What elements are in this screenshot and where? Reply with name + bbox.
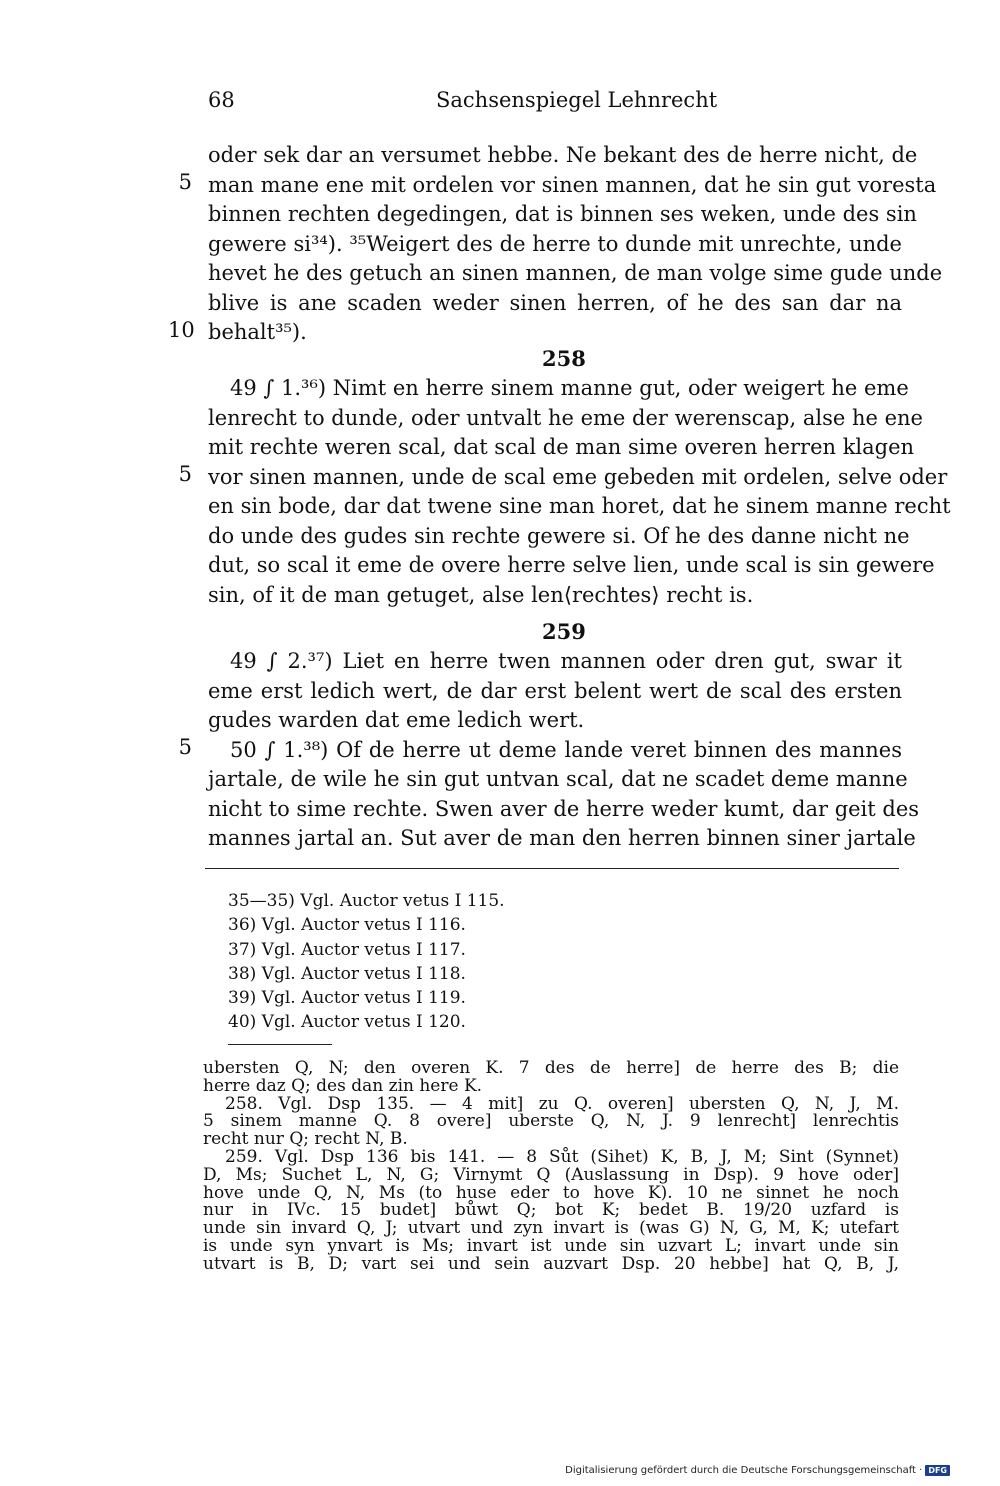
text-line: nicht to sime rechte. Swen aver de herre weder kumt, dar geit des: [208, 796, 920, 821]
text-line: blive is ane scaden weder sinen herren, of he des san dar na: [208, 290, 902, 315]
text-line: man mane ene mit ordelen vor sinen mannen, dat he sin gut voresta: [208, 172, 937, 197]
text-line: do unde des gudes sin rechte gewere si. Of he des danne nicht ne: [208, 523, 910, 548]
text-line: en sin bode, dar dat twene sine man horet, dat he sinem manne recht: [208, 494, 951, 518]
apparatus-line: ubersten Q, N; den overen K. 7 des de herre] de herre des B; die: [203, 1058, 899, 1078]
digitization-credit: [565, 1465, 950, 1476]
apparatus-line: 5 sinem manne Q. 8 overe] uberste Q, N, J. 9 lenrecht] lenrechtis: [203, 1111, 899, 1132]
text-line: gewere si³⁴). ³⁵Weigert des de herre to dunde mit unrechte, unde: [208, 231, 902, 256]
text-line: behalt³⁵).: [208, 320, 307, 344]
text-line: binnen rechten degedingen, dat is binnen ses weken, unde des sin: [208, 202, 917, 226]
line-number: 5: [178, 462, 192, 486]
running-title: Sachsenspiegel Lehnrecht: [436, 88, 718, 112]
text-line: vor sinen mannen, unde de scal eme gebeden mit ordelen, selve oder: [208, 464, 948, 489]
footnote: 36) Vgl. Auctor vetus I 116.: [228, 915, 466, 936]
footnote: 35—35) Vgl. Auctor vetus I 115.: [228, 891, 505, 911]
apparatus-divider: [228, 1044, 332, 1045]
apparatus-line: hove unde Q, N, Ms (to huse eder to hove K). 10 ne sinnet he noch: [203, 1182, 899, 1203]
line-number: 10: [168, 318, 195, 342]
line-number: 5: [178, 735, 192, 759]
footnote: 38) Vgl. Auctor vetus I 118.: [228, 963, 466, 984]
apparatus-line: unde sin invard Q, J; utvart und zyn invart is (was G) N, G, M, K; utefart: [203, 1218, 899, 1239]
section-258-text: [208, 374, 951, 610]
text-line: 50 ∫ 1.³⁸) Of de herre ut deme lande veret binnen des mannes: [230, 737, 902, 762]
text-line: mannes jartal an. Sut aver de man den herren binnen siner jartale: [208, 826, 916, 850]
text-line: gudes warden dat eme ledich wert.: [208, 708, 585, 732]
text-line: 49 ∫ 2.³⁷) Liet en herre twen mannen oder dren gut, swar it: [230, 649, 902, 673]
dfg-logo-icon: DFG: [925, 1465, 950, 1476]
apparatus-line: is unde syn ynvart is Ms; invart ist unde sin uzvart L; invart unde sin: [203, 1235, 899, 1256]
apparatus-line: D, Ms; Suchet L, N, G; Virnymt Q (Auslassung in Dsp). 9 hove oder]: [203, 1164, 899, 1185]
text-line: jartale, de wile he sin gut untvan scal, dat ne scadet deme manne: [208, 767, 908, 791]
apparatus-line: nur in IVc. 15 budet] bůwt Q; bot K; bedet B. 19/20 uzfard is: [203, 1200, 899, 1221]
text-line: mit rechte weren scal, dat scal de man sime overen herren klagen: [208, 435, 915, 459]
text-line: dut, so scal it eme de overe herre selve lien, unde scal is sin gewere: [208, 553, 935, 577]
footnote: 37) Vgl. Auctor vetus I 117.: [228, 939, 466, 960]
apparatus-line: 259. Vgl. Dsp 136 bis 141. — 8 Sůt (Sihet) K, B, J, M; Sint (Synnet): [225, 1146, 899, 1167]
text-line: sin, of it de man getuget, alse len⟨rechtes⟩ recht is.: [208, 582, 754, 607]
line-number: 5: [178, 170, 192, 194]
apparatus-line: utvart is B, D; vart sei und sein auzvart Dsp. 20 hebbe] hat Q, B, J,: [203, 1253, 899, 1274]
page-number: 68: [208, 88, 235, 112]
apparatus-line: 258. Vgl. Dsp 135. — 4 mit] zu Q. overen] ubersten Q, N, J, M.: [225, 1093, 899, 1114]
text-line: 49 ∫ 1.³⁶) Nimt en herre sinem manne gut, oder weigert he eme: [230, 376, 909, 400]
footnote: 39) Vgl. Auctor vetus I 119.: [228, 988, 466, 1009]
text-line: lenrecht to dunde, oder untvalt he eme der werenscap, alse he ene: [208, 405, 923, 430]
footnote-divider: [205, 868, 899, 869]
section-number-259: 259: [542, 619, 586, 644]
apparatus-line: recht nur Q; recht N, B.: [203, 1129, 408, 1150]
main-text-block-1: [208, 141, 943, 348]
section-259-text: [208, 647, 920, 854]
critical-apparatus: [203, 1060, 899, 1274]
footnote: 40) Vgl. Auctor vetus I 120.: [228, 1012, 466, 1033]
footnotes: [228, 889, 505, 1035]
section-number-258: 258: [542, 346, 586, 371]
text-line: oder sek dar an versumet hebbe. Ne bekant des de herre nicht, de: [208, 143, 918, 167]
apparatus-line: herre daz Q; des dan zin here K.: [203, 1075, 483, 1096]
credit-text: Digitalisierung gefördert durch die Deutsche Forschungsgemeinschaft ·: [565, 1465, 923, 1476]
text-line: eme erst ledich wert, de dar erst belent wert de scal des ersten: [208, 678, 902, 703]
text-line: hevet he des getuch an sinen mannen, de man volge sime gude unde: [208, 261, 943, 285]
